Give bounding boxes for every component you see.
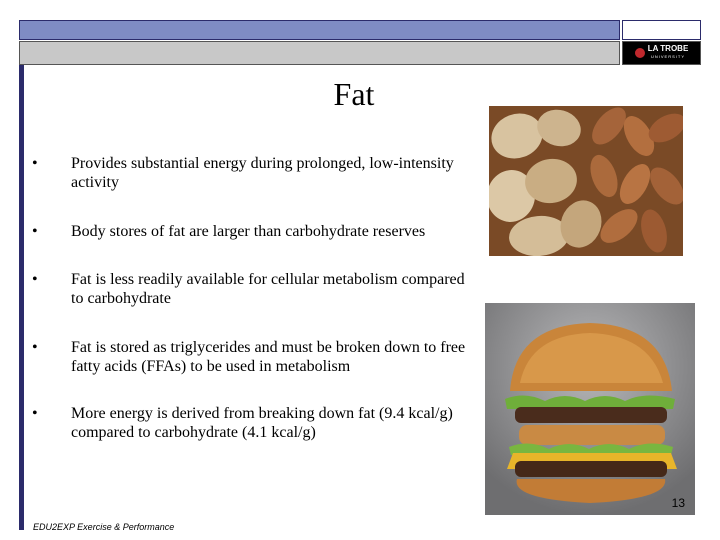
- bullet-marker: •: [32, 339, 38, 356]
- almonds-illustration: [489, 106, 683, 256]
- course-footer: EDU2EXP Exercise & Performance: [33, 522, 175, 532]
- header-grey-bar: [19, 41, 620, 65]
- bullet-marker: •: [32, 271, 38, 288]
- header-corner-box: [622, 20, 701, 40]
- slide-title: Fat: [333, 76, 375, 112]
- burger-illustration: [485, 303, 695, 515]
- bullet-text: Fat is stored as triglycerides and must be broken down to free fatty acids (FFAs) to be used in metabolism: [71, 339, 466, 375]
- header-blue-bar: [19, 20, 620, 40]
- university-logo: [622, 41, 701, 65]
- logo-subtext: UNIVERSITY: [650, 54, 685, 59]
- bullet-text: Body stores of fat are larger than carbohydrate reserves: [71, 223, 426, 240]
- bullet-text: More energy is derived from breaking down fat (9.4 kcal/g) compared to carbohydrate (4.1 kcal/g): [71, 405, 453, 441]
- logo-emblem-icon: [635, 48, 645, 58]
- almonds-photo: [489, 106, 683, 256]
- bullet-text: Provides substantial energy during prolonged, low-intensity activity: [71, 155, 454, 191]
- bullet-marker: •: [32, 155, 38, 172]
- logo-text: LA TROBE: [647, 44, 689, 53]
- bullet-marker: •: [32, 223, 38, 240]
- page-number: 13: [671, 496, 685, 510]
- bullet-text: Fat is less readily available for cellular metabolism compared to carbohydrate: [71, 271, 465, 307]
- left-accent-rule: [19, 65, 24, 530]
- burger-photo: [485, 303, 695, 515]
- bullet-marker: •: [32, 405, 38, 422]
